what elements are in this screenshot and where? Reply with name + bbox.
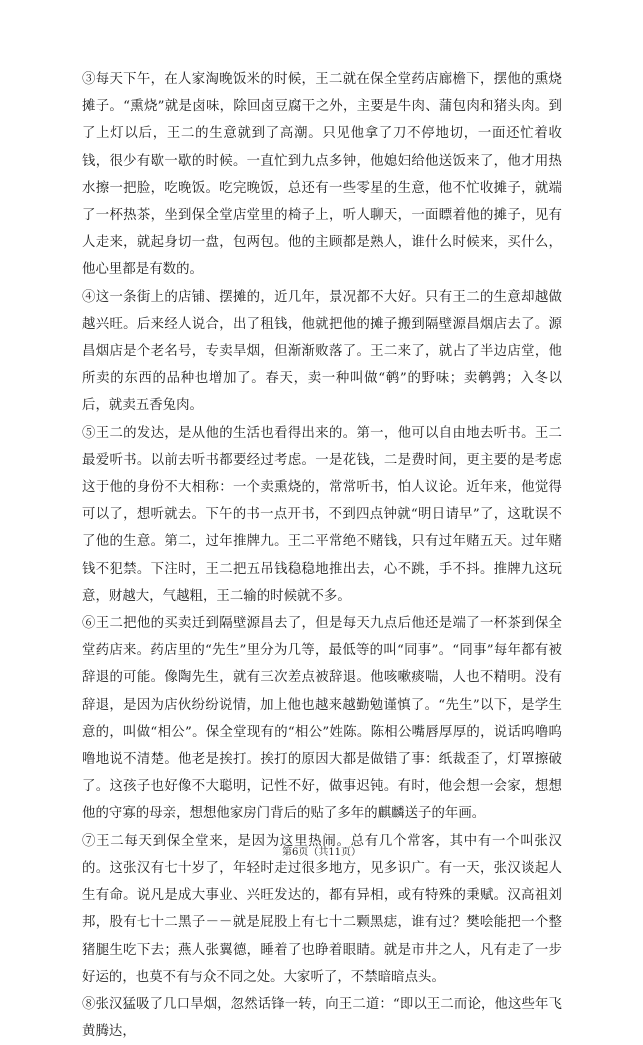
paragraph-4: ④这一条街上的店铺、摆摊的，近几年，景况都不大好。只有王二的生意却越做越兴旺。后来经人说合，出了租钱，他就把他的摊子搬到隔壁源昌烟店去了。源昌烟店是个老名号，专卖旱烟，但渐渐败落了。王二来了，就占了半边店堂，他所卖的东西的品种也增加了。春天，卖一种叫做“鹌”的野味；卖鹌鹑；入冬以后，就卖五香兔肉。 (82, 289, 562, 414)
paragraph-7: ⑦王二每天到保全堂来，是因为这里热闹。总有几个常客，其中有一个叫张汉的。这张汉有七十岁了，年轻时走过很多地方，见多识广。有一天，张汉谈起人生有命。说凡是成大事业、兴旺发达的，都有异相，或有特殊的秉赋。汉高祖刘邦，股有七十二黑子－－就是屁股上有七十二颗黑痣，谁有过？樊哙能把一个整猪腿生吃下去；燕人张翼德，睡着了也睁着眼睛。就是市井之人，凡有走了一步好运的，也莫不有与众不同之处。大家听了，不禁暗暗点头。 (82, 833, 562, 985)
page-number-footer: 第6页（共11页） (281, 847, 362, 858)
paragraph-6: ⑥王二把他的买卖迁到隔壁源昌去了，但是每天九点后他还是端了一杯茶到保全堂药店来。药店里的“先生”里分为几等，最低等的叫“同事”。“同事”每年都有被辞退的可能。像陶先生，就有三次差点被辞退。他咳嗽痰喘，人也不精明。没有辞退，是因为店伙纷纷说情，加上他也越来越勤勉谨慎了。“先生”以下，是学生意的，叫做“相公”。保全堂现有的“相公”姓陈。陈相公嘴唇厚厚的，说话呜噜呜噜地说不清楚。他老是挨打。挨打的原因大都是做错了事：纸裁歪了，灯罩擦破了。这孩子也好像不大聪明，记性不好，做事迟钝。有时，他会想一会家，想想他的守寡的母亲，想想他家房门背后的贴了多年的麒麟送子的年画。 (82, 616, 562, 822)
paragraph-8: ⑧张汉猛吸了几口旱烟，忽然话锋一转，向王二道：“即以王二而论，他这些年飞黄腾达， (82, 996, 562, 1040)
document-page (82, 66, 562, 1045)
paragraph-3: ③每天下午，在人家淘晚饭米的时候，王二就在保全堂药店廊檐下，摆他的熏烧摊子。“熏烧”就是卤味，除回卤豆腐干之外，主要是牛肉、蒲包肉和猪头肉。到了上灯以后，王二的生意就到了高潮。只见他拿了刀不停地切，一面还忙着收钱，很少有歇一歇的时候。一直忙到九点多钟，他媳妇给他送饭来了，他才用热水擦一把脸，吃晚饭。吃完晚饭，总还有一些零星的生意，他不忙收摊子，就端了一杯热茶，坐到保全堂店堂里的椅子上，听人聊天，一面瞟着他的摊子，见有人走来，就起身切一盘，包两包。他的主顾都是熟人，谁什么时候来，买什么，他心里都是有数的。 (82, 72, 562, 278)
paragraph-5: ⑤王二的发达，是从他的生活也看得出来的。第一，他可以自由地去听书。王二最爱听书。以前去听书都要经过考虑。一是花钱，二是费时间，更主要的是考虑这于他的身份不大相称：一个卖熏烧的，常常听书，怕人议论。近年来，他觉得可以了，想听就去。下午的书一点开书，不到四点钟就“明日请早”了，这耽误不了他的生意。第二，过年推牌九。王二平常绝不赌钱，只有过年赌五天。过年赌钱不犯禁。下注时，王二把五吊钱稳稳地推出去，心不跳，手不抖。推牌九这玩意，财越大，气越粗，王二输的时候就不多。 (82, 425, 562, 604)
